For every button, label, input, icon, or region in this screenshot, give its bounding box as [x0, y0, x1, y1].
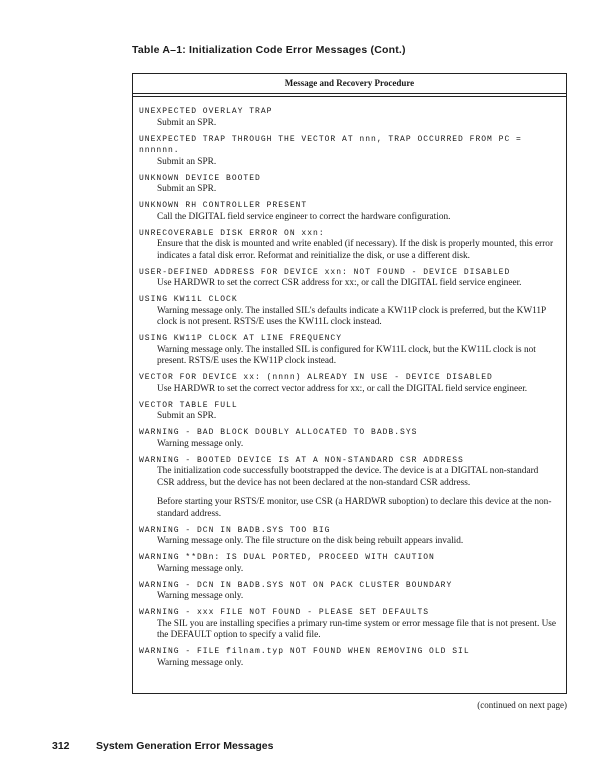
error-message: UNEXPECTED TRAP THROUGH THE VECTOR AT nnn, TRAP OCCURRED FROM PC = nnnnnn. [139, 134, 522, 155]
table-row [139, 333, 558, 368]
error-message: WARNING - xxx FILE NOT FOUND - PLEASE SET DEFAULTS [139, 608, 430, 617]
error-message: WARNING - BAD BLOCK DOUBLY ALLOCATED TO BADB.SYS [139, 428, 418, 437]
error-message: WARNING **DBn: IS DUAL PORTED, PROCEED WITH CAUTION [139, 553, 435, 562]
recovery-procedure: Before starting your RSTS/E monitor, use CSR (a HARDWR suboption) to declare this device at the non-standard address. [157, 497, 552, 519]
section-title: System Generation Error Messages [96, 740, 274, 752]
error-message: UNRECOVERABLE DISK ERROR ON xxn: [139, 228, 325, 238]
recovery-procedure: Submit an SPR. [157, 117, 217, 128]
error-message: WARNING - DCN IN BADB.SYS NOT ON PACK CLUSTER BOUNDARY [139, 580, 453, 590]
continued-note: (continued on next page) [477, 700, 567, 710]
error-message: VECTOR FOR DEVICE xx: (nnnn) ALREADY IN USE - DEVICE DISABLED [139, 373, 493, 382]
error-message: UNEXPECTED OVERLAY TRAP [139, 107, 273, 116]
recovery-procedure: Submit an SPR. [157, 184, 217, 194]
table-row [139, 607, 558, 642]
recovery-procedure: Submit an SPR. [157, 156, 217, 167]
recovery-procedure: Warning message only. [157, 657, 244, 668]
error-message: WARNING - DCN IN BADB.SYS TOO BIG [139, 525, 331, 535]
recovery-procedure: Call the DIGITAL field service engineer to correct the hardware configuration. [157, 211, 451, 222]
error-message: WARNING - BOOTED DEVICE IS AT A NON-STANDARD CSR ADDRESS [139, 455, 464, 465]
table-row [139, 455, 558, 521]
recovery-procedure: The initialization code successfully bootstrapped the device. The device is at a DIGITAL non-standard CSR address, but the device has not been declared at the non-standard CSR address. [157, 466, 539, 488]
table-row [139, 427, 558, 450]
error-message: USING KW11P CLOCK AT LINE FREQUENCY [139, 334, 343, 343]
table-row [139, 525, 558, 548]
recovery-procedure: Use HARDWR to set the correct vector address for xx:, or call the DIGITAL field service engineer. [157, 383, 528, 394]
table-row [139, 294, 558, 329]
recovery-procedure: The SIL you are installing specifies a primary run-time system or error message file that is not present. Use the DEFAULT option to specify a valid file. [157, 618, 557, 640]
recovery-procedure: Warning message only. [157, 591, 244, 601]
page-footer [52, 740, 273, 752]
error-message: USER-DEFINED ADDRESS FOR DEVICE xxn: NOT FOUND - DEVICE DISABLED [139, 267, 511, 277]
recovery-procedure: Warning message only. The installed SIL is configured for KW11L clock, but the KW11L clock is not present. RSTS/E uses the KW11P clock instead. [157, 344, 536, 366]
error-message: UNKNOWN DEVICE BOOTED [139, 173, 261, 183]
recovery-procedure: Ensure that the disk is mounted and write enabled (if necessary). If the disk is properly mounted, this error indicates a fatal disk error. Reformat and reinitialize the disk, or use a different disk. [157, 239, 554, 261]
table-row [139, 200, 558, 223]
error-message-table [132, 73, 567, 694]
table-row [139, 552, 558, 575]
recovery-procedure: Warning message only. [157, 438, 244, 449]
error-message: VECTOR TABLE FULL [139, 400, 238, 410]
recovery-procedure: Warning message only. [157, 563, 244, 574]
entries-list [133, 97, 566, 669]
recovery-procedure: Warning message only. The installed SIL's defaults indicate a KW11P clock is preferred, but the KW11P clock is not present. RSTS/E uses the KW11L clock instead. [157, 305, 546, 327]
recovery-procedure: Use HARDWR to set the correct CSR address for xx:, or call the DIGITAL field service engineer. [157, 278, 522, 288]
page-number: 312 [52, 740, 70, 752]
table-row [139, 134, 558, 169]
table-row [139, 267, 558, 290]
table-row [139, 580, 558, 603]
table-row [139, 400, 558, 423]
table-row [139, 106, 558, 129]
table-row [139, 372, 558, 395]
error-message: USING KW11L CLOCK [139, 295, 238, 304]
table-row [139, 646, 558, 669]
error-message: UNKNOWN RH CONTROLLER PRESENT [139, 201, 308, 210]
table-header: Message and Recovery Procedure [133, 74, 566, 94]
error-message: WARNING - FILE filnam.typ NOT FOUND WHEN REMOVING OLD SIL [139, 647, 470, 656]
recovery-procedure: Submit an SPR. [157, 411, 217, 421]
table-row [139, 173, 558, 196]
table-title: Table A–1: Initialization Code Error Messages (Cont.) [132, 44, 406, 56]
recovery-procedure: Warning message only. The file structure on the disk being rebuilt appears invalid. [157, 536, 464, 546]
table-row [139, 228, 558, 263]
